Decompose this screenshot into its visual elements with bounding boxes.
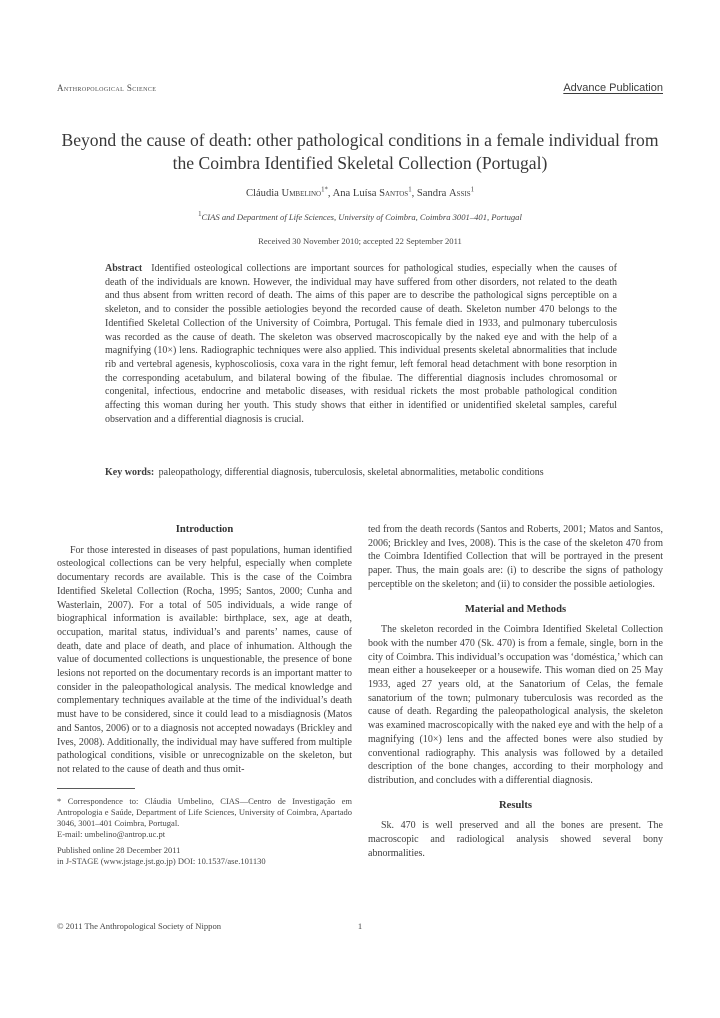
article-title: Beyond the cause of death: other pathological conditions in a female individual from the Coimbra Identified Skeletal Collection (Portugal) bbox=[61, 130, 659, 173]
author-3 bbox=[417, 188, 474, 199]
section-heading-introduction: Introduction bbox=[175, 524, 234, 535]
author-affiliation-sup: 1* bbox=[321, 186, 328, 194]
author-line bbox=[60, 188, 660, 199]
section-heading-results: Results bbox=[499, 799, 532, 811]
results-paragraph: Sk. 470 is well preserved and all the bones are present. The macroscopic and radiological analysis showed several bony abnormalities. bbox=[368, 820, 663, 859]
keywords-text: paleopathology, differential diagnosis, tuberculosis, skeletal abnormalities, metabolic conditions bbox=[158, 467, 544, 478]
author-separator: , bbox=[411, 188, 417, 199]
keywords bbox=[105, 466, 617, 480]
page-header bbox=[57, 82, 663, 94]
author-surname: Assis bbox=[448, 188, 471, 199]
footnote-divider bbox=[57, 788, 135, 789]
keywords-label: Key words: bbox=[105, 467, 155, 478]
author-surname: Umbelino bbox=[281, 188, 322, 199]
right-column bbox=[368, 523, 663, 867]
section-heading-material-methods: Material and Methods bbox=[464, 603, 567, 615]
footnote-block bbox=[57, 796, 352, 867]
correspondence-email: E-mail: umbelino@antrop.uc.pt bbox=[57, 828, 166, 839]
advance-publication-label: Advance Publication bbox=[563, 82, 663, 94]
jstage-doi-line: in J-STAGE (www.jstage.jst.go.jp) DOI: 10.1537/ase.101130 bbox=[57, 855, 266, 866]
copyright-line: © 2011 The Anthropological Society of Nippon bbox=[57, 921, 222, 931]
published-online-line: Published online 28 December 2011 bbox=[57, 844, 181, 855]
abstract-text: Identified osteological collections are important sources for pathological studies, especially when the causes of death of the individuals are known. However, the individual may have suffered from other disorders, not related to the death and thus absent from written record of death. The aims of this paper are to describe the pathological signs perceptible on a skeleton, and to consider the possible aetiologies beyond the recorded cause of death. Skeleton number 470 belongs to the Identified Skeletal Collection of the University of Coimbra, Portugal. This female died in 1933, and pulmonary tuberculosis was recorded as the cause of death. The skeleton was observed macroscopically by the naked eye and with the help of a magnifying (10×) lens. Radiographic techniques were also applied. This individual presents skeletal abnormalities that include rib and vertebral agenesis, kyphoscoliosis, coxa vara in the right femur, left femoral head detachment with bone resorption in the corresponding acetabulum, and bilateral bowing of the fibulae. The differential diagnosis includes chromosomal or congenital, infectious, endocrine and metabolic diseases, with residual rickets the most probable pathological condition affecting this woman during her youth. This study shows that either in identified or unidentified skeletal samples, careful observation and a differential diagnosis is crucial. bbox=[105, 263, 617, 425]
affiliation-text: CIAS and Department of Life Sciences, University of Coimbra, Coimbra 3001–401, Portugal bbox=[201, 212, 522, 222]
journal-name: Anthropological Science bbox=[57, 83, 157, 93]
material-methods-paragraph: The skeleton recorded in the Coimbra Identified Skeletal Collection book with the number 470 (Sk. 470) is from a female, single, born in the city of Coimbra. This individual’s occupation was ‘doméstica,’ which can mean either a housekeeper or a housewife. This woman died on 25 May 1933, aged 27 years old, at the Sanatorium of Celas, the female sanatorium of the town; pulmonary tuberculosis was recorded as the cause of death. Regarding the paleopathological analysis, the skeleton was examined macroscopically with the naked eye and with the help of a magnifying (10×) lens and the affected bones were also studied by conventional radiography. This analysis was followed by a detailed description of the bone changes, according to their morphology and distribution, and concludes with a differential diagnosis. bbox=[368, 624, 663, 786]
introduction-paragraph: For those interested in diseases of past populations, human identified osteological collections can be very helpful, especially when complete documentary records are available. This is the case of the Coimbra Identified Skeletal Collection (Rocha, 1995; Santos, 2000; Cunha and Wasterlain, 2007). For a total of 505 individuals, a wide range of biographical information is available: birthplace, sex, age at death, occupation, marital status, individual’s and parents’ names, cause of death, date and place of death, and place of inhumation. Although the value of documented collections is unquestionable, the presence of bone lesions not reported on the documentary records is an important matter to consider in the paleopathological analysis. The medical knowledge and complementary techniques available at the time of the individual’s death must have to be considered, since it could lead to a misdiagnosis (Matos and Santos, 2006) or to a diagnosis not accepted nowadays (Brickley and Ives, 2008). Additionally, the individual may have suffered from multiple pathological conditions, visible or unrecognizable on the skeleton, but not related to the cause of death and thus omit- bbox=[57, 544, 352, 775]
author-1 bbox=[246, 188, 333, 199]
author-affiliation-sup: 1 bbox=[470, 186, 475, 194]
left-column bbox=[57, 523, 352, 867]
author-2 bbox=[333, 188, 417, 199]
abstract bbox=[105, 262, 617, 426]
affiliation-line bbox=[60, 212, 660, 222]
correspondence-note: * Correspondence to: Cláudia Umbelino, CIAS—Centro de Investigação em Antropologia e Saúde, Department of Life Sciences, University of Coimbra, Apartado 3046, 3001–401 Coimbra, Portugal. bbox=[57, 795, 352, 828]
page-number: 1 bbox=[357, 921, 363, 931]
affiliation-sup: 1 bbox=[198, 211, 202, 219]
body-columns bbox=[57, 523, 663, 867]
abstract-label: Abstract bbox=[105, 263, 143, 274]
author-given-name: Cláudia bbox=[245, 188, 282, 199]
author-affiliation-sup: 1 bbox=[408, 186, 412, 194]
received-accepted-line: Received 30 November 2010; accepted 22 September 2011 bbox=[258, 236, 462, 246]
author-separator: , bbox=[327, 188, 333, 199]
author-given-name: Sandra bbox=[416, 188, 449, 199]
author-given-name: Ana Luísa bbox=[332, 188, 380, 199]
author-surname: Santos bbox=[379, 188, 409, 199]
introduction-continued-paragraph: ted from the death records (Santos and Roberts, 2001; Matos and Santos, 2006; Brickley and Ives, 2008). This is the case of the skeleton 470 from the Coimbra Identified Collection that will be portrayed in the present paper. Thus, the main goals are: (i) to describe the signs of pathology perceptible on the skeleton; and (ii) to consider the possible aetiologies. bbox=[368, 524, 663, 590]
